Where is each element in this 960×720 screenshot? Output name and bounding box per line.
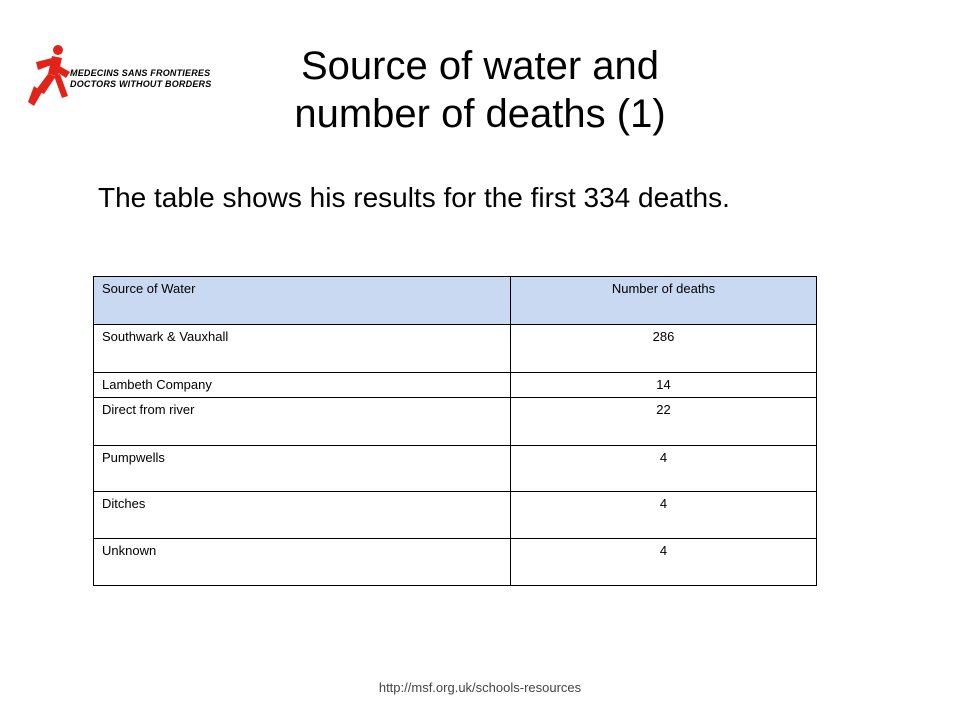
table-row (94, 492, 817, 539)
msf-logo (28, 42, 212, 112)
cell-deaths: 4 (511, 539, 817, 586)
header-deaths: Number of deaths (511, 277, 817, 325)
cell-source: Ditches (94, 492, 511, 539)
header-source: Source of Water (94, 277, 511, 325)
cell-deaths: 14 (511, 373, 817, 398)
title-line-2: number of deaths (1) (294, 92, 666, 136)
cell-source: Unknown (94, 539, 511, 586)
footer-url: http://msf.org.uk/schools-resources (378, 680, 582, 695)
table-row (94, 446, 817, 492)
table-header-row (94, 277, 817, 325)
page-title (200, 42, 760, 138)
cell-source: Pumpwells (94, 446, 511, 492)
table-row (94, 325, 817, 373)
cell-deaths: 22 (511, 398, 817, 446)
cell-deaths: 4 (511, 492, 817, 539)
msf-runner-icon (28, 42, 72, 112)
logo-line-2: DOCTORS WITHOUT BORDERS (70, 79, 212, 89)
cell-deaths: 4 (511, 446, 817, 492)
cell-deaths: 286 (511, 325, 817, 373)
table-row (94, 539, 817, 586)
intro-text: The table shows his results for the first 334 deaths. (98, 182, 730, 213)
msf-logo-text (70, 68, 211, 90)
title-line-1: Source of water and (301, 44, 659, 88)
cell-source: Southwark & Vauxhall (94, 325, 511, 373)
table-row (94, 398, 817, 446)
deaths-table (93, 276, 817, 586)
cell-source: Direct from river (94, 398, 511, 446)
logo-line-1: MEDECINS SANS FRONTIERES (70, 68, 211, 78)
cell-source: Lambeth Company (94, 373, 511, 398)
table-row (94, 373, 817, 398)
